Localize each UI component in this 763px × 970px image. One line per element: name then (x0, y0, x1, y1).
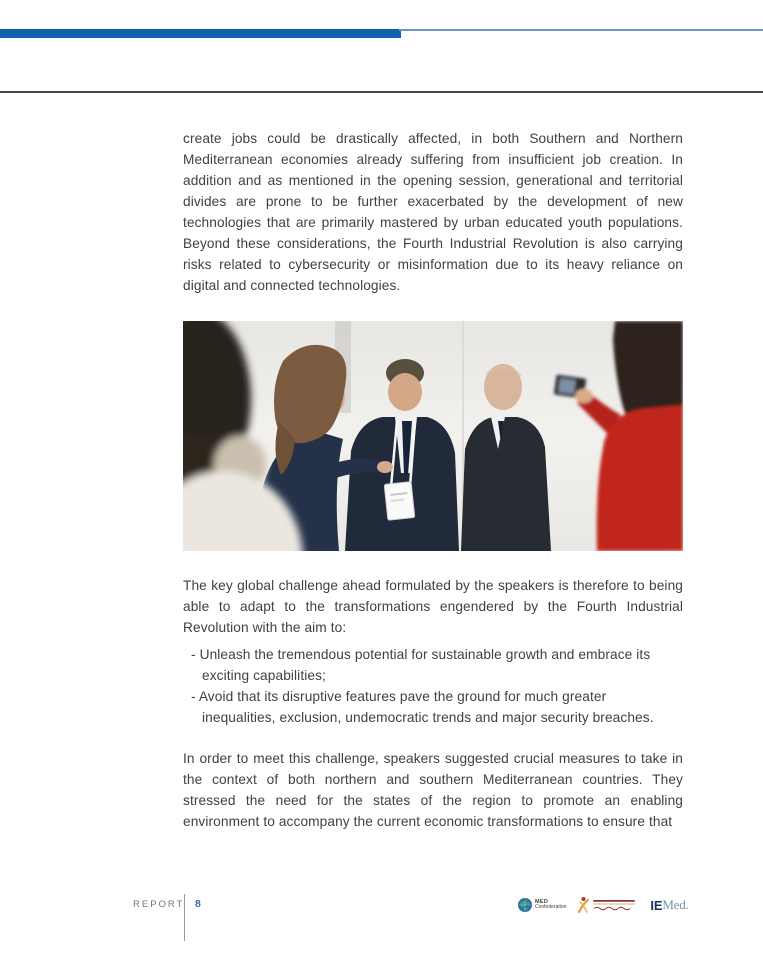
globe-icon (518, 898, 532, 912)
bullet-text: Unleash the tremendous potential for sustainable growth and embrace its exciting capabilities; (199, 647, 651, 683)
med-wordmark-line2: Confederation (535, 904, 567, 911)
body-paragraph-1: create jobs could be drastically affected, in both Southern and Northern Mediterranean economies already suffering from insufficient job creation. In addition and as mentioned in the opening session, generational and territorial divides are prone to be further exacerbated by the development of new technologies that are primarily mastered by urban educated youth populations. Beyond these considerations, the Fourth Industrial Revolution is also carrying risks related to cybersecurity or misinformation due to its heavy reliance on digital and connected technologies. (183, 131, 683, 293)
page-content (183, 128, 683, 832)
partner-logo-icon (577, 896, 639, 914)
bullet-text: Avoid that its disruptive features pave the ground for much greater inequalities, exclusion, undemocratic trends and major security breaches. (198, 689, 654, 725)
footer-logos (518, 892, 689, 918)
iemed-wordmark-med: Med. (662, 897, 689, 912)
body-paragraph-2: The key global challenge ahead formulated by the speakers is therefore to being able to adapt to the transformations engendered by the Fourth Industrial Revolution with the aim to: (183, 578, 683, 635)
partner-logo (577, 896, 639, 914)
bullet-marker: - (191, 647, 196, 662)
bullet-marker: - (191, 689, 196, 704)
footer-divider-line (184, 894, 185, 941)
conference-photo (183, 321, 683, 551)
iemed-logo (650, 897, 688, 913)
body-paragraph-3: In order to meet this challenge, speakers suggested crucial measures to take in the context of both northern and southern Mediterranean countries. They stressed the need for the states of the region to promote an enabling environment to accompany the current economic transformations to ensure that (183, 751, 683, 829)
header-divider-rule (0, 91, 763, 93)
footer-report-label: REPORT (133, 899, 185, 910)
med-wordmark-line1: MED (535, 898, 549, 905)
header-accent-bar (0, 29, 401, 38)
iemed-wordmark-ie: IE (650, 897, 663, 913)
bullet-item (183, 644, 683, 686)
bullet-list (183, 644, 683, 728)
med-confederation-wordmark (535, 899, 566, 911)
med-confederation-logo (518, 898, 566, 912)
header-accent-line (399, 29, 763, 31)
bullet-item (183, 686, 683, 728)
page-number: 8 (195, 898, 201, 910)
conference-photo-illustration (183, 321, 683, 551)
